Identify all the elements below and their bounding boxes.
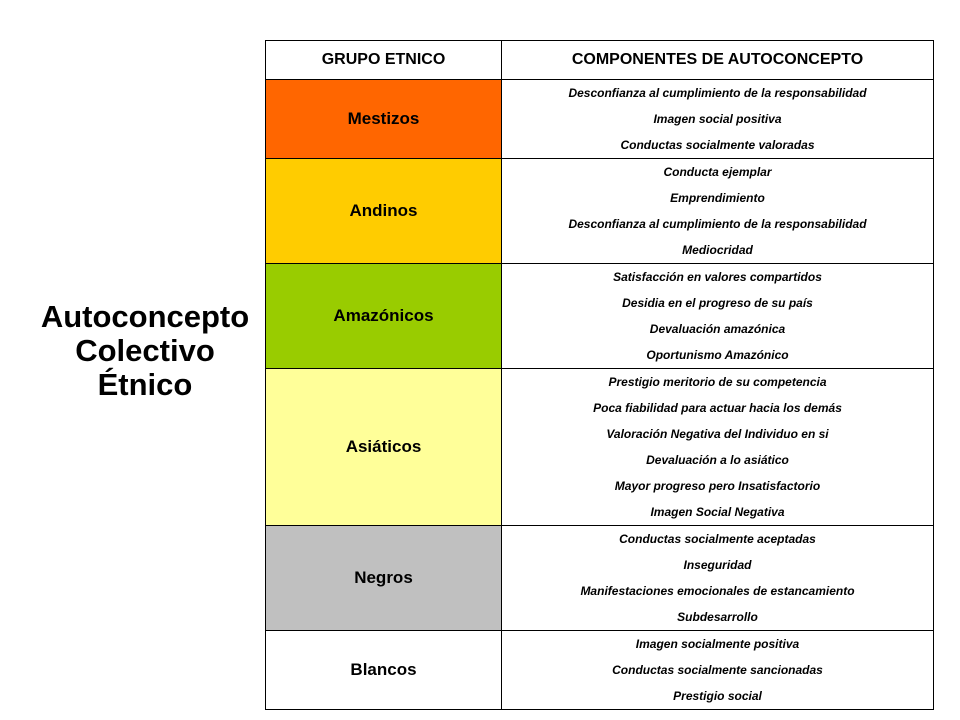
component-item: Imagen social positiva [653, 112, 782, 126]
component-item: Imagen Social Negativa [650, 505, 785, 519]
header-grupo-etnico: GRUPO ETNICO [266, 41, 502, 80]
component-item: Poca fiabilidad para actuar hacia los demás [593, 401, 842, 415]
title-line-2: Colectivo [75, 333, 215, 368]
title-line-1: Autoconcepto [40, 299, 250, 334]
component-item: Devaluación a lo asiático [646, 453, 789, 467]
components-cell [502, 80, 934, 159]
component-item: Valoración Negativa del Individuo en si [606, 427, 829, 441]
component-item: Conducta ejemplar [663, 165, 772, 179]
components-cell [502, 631, 934, 710]
component-item: Desconfianza al cumplimiento de la responsabilidad [568, 217, 867, 231]
component-item: Subdesarrollo [677, 610, 758, 624]
component-item: Desconfianza al cumplimiento de la responsabilidad [568, 86, 867, 100]
header-componentes: COMPONENTES DE AUTOCONCEPTO [502, 41, 934, 80]
component-item: Inseguridad [683, 558, 752, 572]
table-body [266, 80, 934, 710]
title-line-3: Étnico [97, 367, 193, 402]
component-item: Prestigio social [673, 689, 762, 703]
group-name-cell: Mestizos [266, 80, 502, 159]
group-name-cell: Negros [266, 526, 502, 631]
table-row [266, 80, 934, 159]
component-item: Prestigio meritorio de su competencia [608, 375, 827, 389]
components-cell [502, 369, 934, 526]
group-name-cell: Amazónicos [266, 264, 502, 369]
component-item: Imagen socialmente positiva [635, 637, 800, 651]
component-item: Conductas socialmente sancionadas [612, 663, 823, 677]
group-name-cell: Andinos [266, 159, 502, 264]
component-item: Conductas socialmente aceptadas [619, 532, 816, 546]
group-name-cell: Asiáticos [266, 369, 502, 526]
table-row [266, 631, 934, 710]
table-row [266, 159, 934, 264]
component-item: Mediocridad [682, 243, 753, 257]
components-cell [502, 159, 934, 264]
component-item: Satisfacción en valores compartidos [613, 270, 822, 284]
component-item: Devaluación amazónica [649, 322, 786, 336]
table-row [266, 526, 934, 631]
components-cell [502, 526, 934, 631]
component-item: Manifestaciones emocionales de estancamiento [580, 584, 855, 598]
table-row [266, 264, 934, 369]
components-cell [502, 264, 934, 369]
table-row [266, 369, 934, 526]
autoconcepto-table [265, 40, 934, 710]
component-item: Conductas socialmente valoradas [620, 138, 815, 152]
table-header-row [266, 41, 934, 80]
component-item: Desidia en el progreso de su país [622, 296, 813, 310]
component-item: Oportunismo Amazónico [646, 348, 789, 362]
component-item: Mayor progreso pero Insatisfactorio [614, 479, 821, 493]
component-item: Emprendimiento [670, 191, 765, 205]
slide-title [30, 300, 260, 402]
group-name-cell: Blancos [266, 631, 502, 710]
